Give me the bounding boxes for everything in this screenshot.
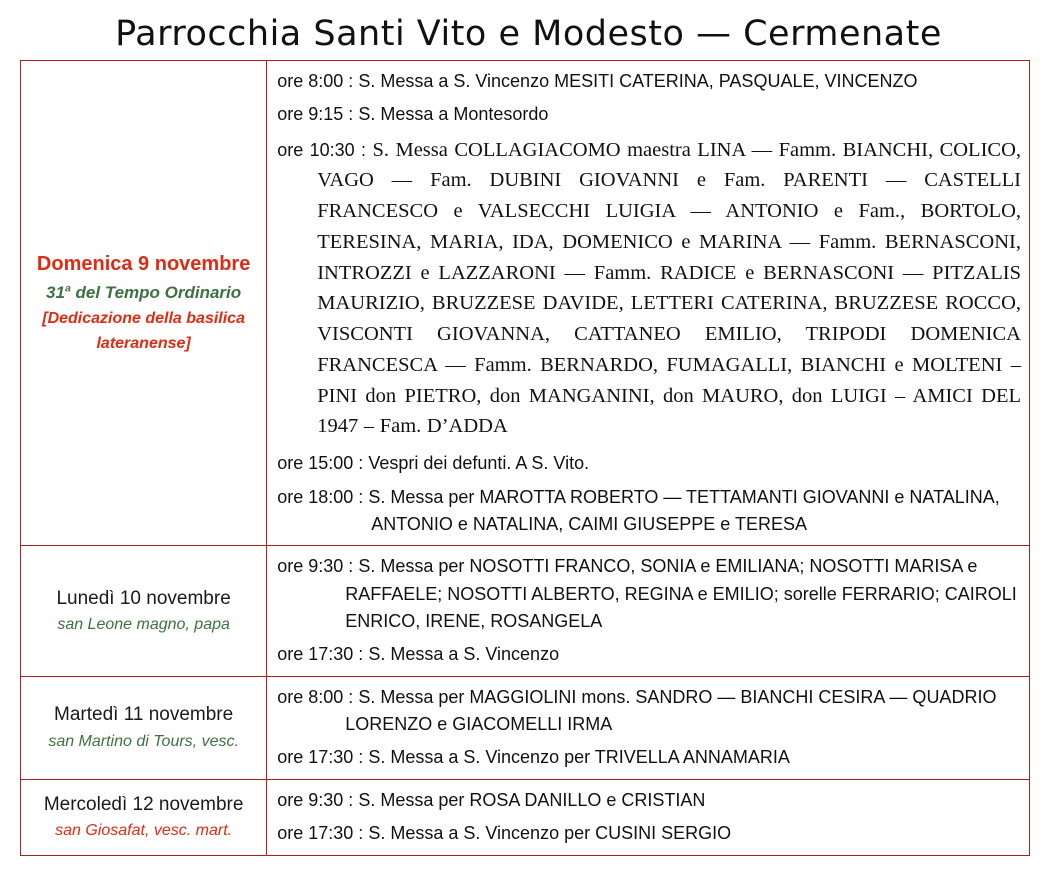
items-cell <box>267 676 1030 779</box>
page-title: Parrocchia Santi Vito e Modesto — Cermenate <box>115 14 942 54</box>
week-rest: del Tempo Ordinario <box>70 282 242 302</box>
liturgical-week <box>27 281 260 305</box>
items-cell <box>267 779 1030 855</box>
schedule-entry <box>277 641 1021 668</box>
schedule-entry <box>277 484 1021 539</box>
entry-text: S. Messa per NOSOTTI FRANCO, SONIA e EMILIANA; NOSOTTI MARISA e RAFFAELE; NOSOTTI ALBERTO, REGINA e EMILIO; sorelle FERRARIO; CAIROLI ENRICO, IRENE, ROSANGELA <box>345 556 1017 632</box>
entry-time: ore 15:00 : <box>277 453 364 474</box>
schedule-entry <box>277 820 1021 847</box>
items-cell <box>267 546 1030 676</box>
schedule-entry <box>277 101 1021 128</box>
entry-text: S. Messa a S. Vincenzo per CUSINI SERGIO <box>368 823 732 844</box>
week-number: 31 <box>46 282 65 302</box>
saint-of-day: san Martino di Tours, vesc. <box>48 732 239 750</box>
schedule-entry <box>277 744 1021 771</box>
table-row <box>21 546 1030 676</box>
entry-text: S. Messa a Montesordo <box>358 104 549 125</box>
table-row <box>21 61 1030 546</box>
entry-text: S. Messa per MAGGIOLINI mons. SANDRO — BIANCHI CESIRA — QUADRIO LORENZO e GIACOMELLI IRMA <box>345 686 997 735</box>
schedule-entry <box>277 553 1021 635</box>
entry-time: ore 9:30 : <box>277 556 354 577</box>
saint-of-day: san Giosafat, vesc. mart. <box>55 822 233 840</box>
schedule-entry <box>277 135 1021 443</box>
table-row <box>21 676 1030 779</box>
mass-schedule-table <box>20 60 1030 856</box>
entry-text: S. Messa per ROSA DANILLO e CRISTIAN <box>358 789 706 810</box>
day-cell <box>21 779 267 855</box>
entry-time: ore 17:30 : <box>277 644 364 665</box>
schedule-entry <box>277 684 1021 739</box>
entry-text: S. Messa a S. Vincenzo per TRIVELLA ANNAMARIA <box>368 747 790 768</box>
day-cell <box>21 546 267 676</box>
entry-time: ore 8:00 : <box>277 71 354 91</box>
schedule-entry <box>277 450 1021 477</box>
entry-time: ore 9:30 : <box>277 789 354 810</box>
entry-time: ore 9:15 : <box>277 104 354 125</box>
week-ordinal-suffix: a <box>64 282 71 295</box>
feast-note-line2: lateranense] <box>96 335 191 353</box>
schedule-entry <box>277 68 1021 95</box>
entry-text: S. Messa a S. Vincenzo <box>368 644 560 665</box>
entry-time: ore 10:30 : <box>277 139 366 160</box>
entry-text: S. Messa a S. Vincenzo MESITI CATERINA, PASQUALE, VINCENZO <box>358 71 918 91</box>
entry-time: ore 17:30 : <box>277 747 364 768</box>
day-cell <box>21 676 267 779</box>
items-cell <box>267 61 1030 546</box>
day-title: Domenica 9 novembre <box>36 252 251 275</box>
entry-time: ore 18:00 : <box>277 486 364 507</box>
entry-text: Vespri dei defunti. A S. Vito. <box>368 453 590 474</box>
entry-text: S. Messa per MAROTTA ROBERTO — TETTAMANTI GIOVANNI e NATALINA, ANTONIO e NATALINA, CAIMI GIUSEPPE e TERESA <box>368 486 1000 534</box>
feast-note-line1: [Dedicazione della basilica <box>42 309 245 327</box>
entry-text: S. Messa COLLAGIACOMO maestra LINA — Famm. BIANCHI, COLICO, VAGO — Fam. DUBINI GIOVANNI e Fam. PARENTI — CASTELLI FRANCESCO e VALSECCHI LUIGIA — ANTONIO e Fam., BORTOLO, TERESINA, MARIA, IDA, DOMENICO e MARINA — Famm. BERNASCONI, INTROZZI e LAZZARONI — Famm. RADICE e BERNASCONI — PITZALIS MAURIZIO, BRUZZESE DAVIDE, LETTERI CATERINA, BRUZZESE ROCCO, VISCONTI GIOVANNA, CATTANEO EMILIO, TRIPODI DOMENICA FRANCESCA — Famm. BERNARDO, FUMAGALLI, BIANCHI e MOLTENI – PINI don PIETRO, don MANGANINI, don MAURO, don LUIGI – AMICI DEL 1947 – Fam. D’ADDA <box>317 138 1022 438</box>
day-title: Lunedì 10 novembre <box>56 587 231 609</box>
saint-of-day: san Leone magno, papa <box>57 616 230 634</box>
entry-time: ore 8:00 : <box>277 686 354 707</box>
day-title: Martedì 11 novembre <box>54 704 234 726</box>
schedule-entry <box>277 787 1021 814</box>
day-cell <box>21 61 267 546</box>
table-row <box>21 779 1030 855</box>
day-title: Mercoledì 12 novembre <box>43 793 244 815</box>
entry-time: ore 17:30 : <box>277 823 364 844</box>
